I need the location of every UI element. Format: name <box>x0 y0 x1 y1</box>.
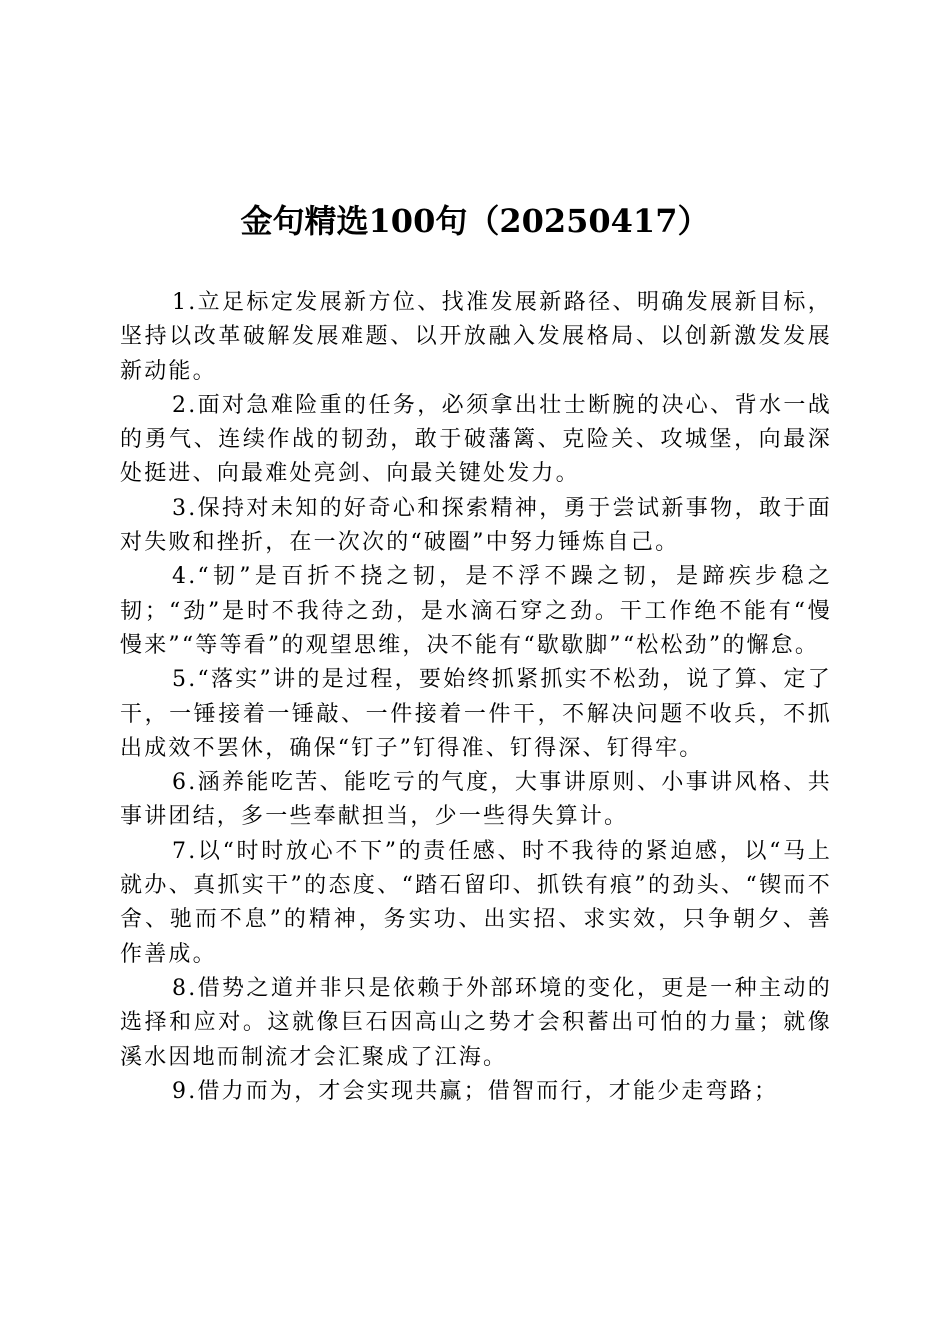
paragraph-1: 1.立足标定发展新方位、找准发展新路径、明确发展新目标，坚持以改革破解发展难题、以开放融入发展格局、以创新激发发展新动能。 <box>120 290 832 384</box>
document-body <box>120 286 832 1109</box>
paragraph-7: 7.以“时时放心不下”的责任感、时不我待的紧迫感，以“马上就办、真抓实干”的态度、“踏石留印、抓铁有痕”的劲头、“锲而不舍、驰而不息”的精神，务实功、出实招、求实效，只争朝夕、善作善成。 <box>120 838 832 967</box>
paragraph-8: 8.借势之道并非只是依赖于外部环境的变化，更是一种主动的选择和应对。这就像巨石因高山之势才会积蓄出可怕的力量；就像溪水因地而制流才会汇聚成了江海。 <box>120 975 832 1070</box>
paragraph-9: 9.借力而为，才会实现共赢；借智而行，才能少走弯路； <box>172 1078 779 1104</box>
document-title: 金句精选100句（20250417） <box>240 202 710 240</box>
paragraph-5: 5.“落实”讲的是过程，要始终抓紧抓实不松劲，说了算、定了干，一锤接着一锤敲、一件接着一件干，不解决问题不收兵，不抓出成效不罢休，确保“钉子”钉得准、钉得深、钉得牢。 <box>120 667 832 761</box>
paragraph-6: 6.涵养能吃苦、能吃亏的气度，大事讲原则、小事讲风格、共事讲团结，多一些奉献担当，少一些得失算计。 <box>120 770 832 830</box>
paragraph-2: 2.面对急难险重的任务，必须拿出壮士断腕的决心、背水一战的勇气、连续作战的韧劲，敢于破藩篱、克险关、攻城堡，向最深处挺进、向最难处亮剑、向最关键处发力。 <box>120 392 832 487</box>
paragraph-3: 3.保持对未知的好奇心和探索精神，勇于尝试新事物，敢于面对失败和挫折，在一次次的“破圈”中努力锤炼自己。 <box>120 495 832 556</box>
paragraph-4: 4.“韧”是百折不挠之韧，是不浮不躁之韧，是蹄疾步稳之韧；“劲”是时不我待之劲，是水滴石穿之劲。干工作绝不能有“慢慢来”“等等看”的观望思维，决不能有“歇歇脚”“松松劲”的懈怠。 <box>120 564 832 658</box>
